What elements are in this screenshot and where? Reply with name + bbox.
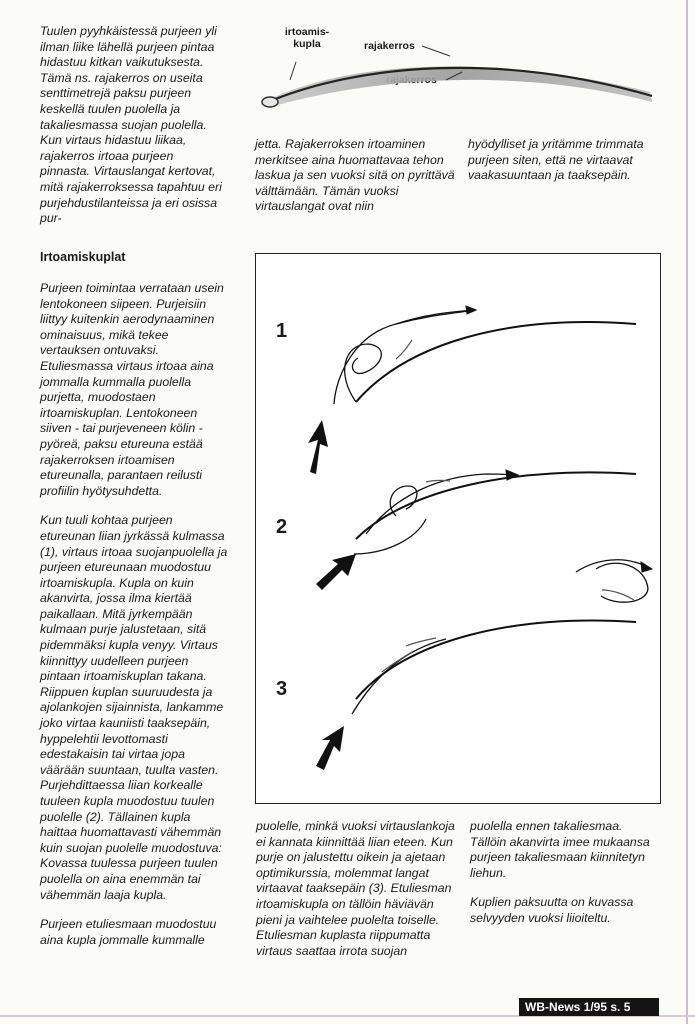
case-3-sail bbox=[356, 621, 636, 699]
bottom-col3 bbox=[470, 819, 660, 941]
case-3-drawing bbox=[316, 621, 636, 770]
case-2-drawing bbox=[316, 470, 652, 602]
bottom-col2 bbox=[256, 819, 456, 973]
case-1-drawing bbox=[308, 306, 636, 474]
case-2-arrowhead bbox=[506, 470, 518, 480]
case-2-leech-bubble bbox=[596, 563, 648, 602]
case-3-telltale-lower bbox=[382, 652, 412, 672]
top-col2-paragraph: jetta. Rajakerroksen irtoaminen merkitsee aina huomattavaa tehon laskua ja sen vuoksi sitä on pyrittävä välttämään. Tämän vuoksi virtauslangat ovat niin bbox=[255, 137, 455, 214]
case-1-upper-flow bbox=[334, 310, 476, 404]
top-col3 bbox=[468, 137, 658, 198]
boundary-layer-diagram bbox=[250, 30, 670, 130]
boundary-layer-band bbox=[268, 66, 652, 106]
intro-paragraph: Tuulen pyyhkäistessä purjeen yli ilman liike lähellä purjeen pintaa hidastuu kitkan vaikutuksesta. Tämä ns. rajakerros on useita senttimetrejä paksu purjeen keskellä tuulen puolella ja takaliesmassa suojan puolella. Kun virtaus hidastuu liikaa, rajakerros irtoaa purjeen pinnasta. Virtauslangat kertovat, mitä rajakerroksessa tapahtuu eri purjehdustilanteissa ja eri osissa pur- bbox=[40, 24, 222, 226]
case-1-wind-arrow bbox=[308, 420, 328, 474]
label-top-layer: rajakerros bbox=[364, 40, 415, 52]
case-2-lower-flow bbox=[354, 519, 426, 554]
page-edge-line bbox=[686, 0, 688, 1024]
bubble-figure-box bbox=[255, 253, 661, 804]
bubble-figure-drawing bbox=[256, 254, 660, 803]
intro-text-column bbox=[40, 24, 226, 241]
section-heading: Irtoamiskuplat bbox=[40, 250, 126, 264]
bottom-col3-paragraph-1: puolella ennen takaliesmaa. Tällöin akanvirta imee mukaansa purjeen takaliesmaan kiinnitetyn liehun. bbox=[470, 819, 650, 880]
top-layer-pointer bbox=[422, 46, 450, 56]
bubble-pointer bbox=[290, 62, 296, 80]
figure-label-3: 3 bbox=[276, 678, 288, 700]
top-col3-paragraph: hyödylliset ja yritämme trimmata purjeen siten, että ne virtaavat vaakasuuntaan ja taaksepäin. bbox=[468, 137, 644, 183]
case-2-wind-arrow bbox=[316, 554, 356, 590]
left-paragraph-2: Kun tuuli kohtaa purjeen etureunan liian jyrkässä kulmassa (1), virtaus irtoaa suojanpuolella ja purjeen etureunaan muodostuu irtoamiskupla. Kupla on kuin akanvirta, jossa ilma kiertää paikallaan. Mitä jyrkempään kulmaan purje jalustetaan, sitä pidemmäksi kupla venyy. Virtaus kiinnittyy uudelleen purjeen pintaan irtoamiskuplan takana. Riippuen kuplan suuruudesta ja ajolankojen sijainnista, lankamme joko virtaa kauniisti taaksepäin, hyppelehtii levottomasti edestakaisin tai virtaa jopa väärään suuntaan, tuulta vasten. Purjehdittaessa liian korkealle tuuleen kupla muodostuu tuulen puolelle (2). Tällainen kupla haittaa huomattavasti vähemmän kuin suojan puolelle muodostuva: Kovassa tuulessa purjeen tuulen puolella on aina enemmän tai vähemmän laaja kupla. bbox=[40, 513, 228, 902]
case-1-arrowhead-upper bbox=[466, 306, 476, 314]
case-2-flow bbox=[366, 474, 514, 534]
left-paragraph-3: Purjeen etuliesmaan muodostuu aina kupla jommalle kummalle bbox=[40, 917, 217, 947]
top-col2 bbox=[255, 137, 455, 229]
case-2-leech-flow bbox=[576, 560, 651, 572]
bottom-col2-paragraph: puolelle, minkä vuoksi virtauslankoja ei kannata kiinnittää liian eteen. Kun purje on jalustettu oikein ja ajetaan optimikurssia, molemmat langat virtaavat taaksepäin (3). Etuliesman irtoamiskupla on tällöin häviävän pieni ja vaihtelee puolelta toiselle. Etuliesman kuplasta riippumatta virtaus saattaa irrota suojan bbox=[256, 819, 455, 958]
figure-label-2: 2 bbox=[276, 516, 288, 538]
case-3-wind-arrow bbox=[316, 726, 344, 770]
case-3-telltale-upper bbox=[406, 638, 436, 646]
mast-ellipse bbox=[262, 97, 278, 107]
case-3-flow bbox=[352, 639, 446, 714]
bottom-col3-paragraph-2: Kuplien paksuutta on kuvassa selvyyden vuoksi liioiteltu. bbox=[470, 895, 634, 925]
case-1-telltale bbox=[396, 340, 412, 359]
left-paragraph-1: Purjeen toimintaa verrataan usein lentokoneen siipeen. Purjeisiin liittyy kuitenkin aerodynaaminen ominaisuus, mikä tekee vertauksen ontuvaksi. Etuliesmassa virtaus irtoaa aina jommalla kummalla puolella purjetta, muodostaen irtoamiskuplan. Lentokoneen siiven - tai purjeveneen kölin - pyöreä, paksu etureuna estää rajakerroksen irtoamisen etureunalla, parantaen reilusti profiilin hyötysuhdetta. bbox=[40, 281, 224, 498]
case-2-sail bbox=[356, 472, 636, 539]
figure-label-1: 1 bbox=[276, 320, 288, 342]
label-bubble: irtoamis- kupla bbox=[284, 26, 330, 50]
left-text-column bbox=[40, 281, 230, 962]
case-2-telltale bbox=[426, 480, 450, 482]
case-2-leech-arrowhead bbox=[641, 562, 652, 572]
page-footer: WB-News 1/95 s. 5 bbox=[519, 998, 659, 1016]
case-1-sail bbox=[356, 322, 636, 402]
